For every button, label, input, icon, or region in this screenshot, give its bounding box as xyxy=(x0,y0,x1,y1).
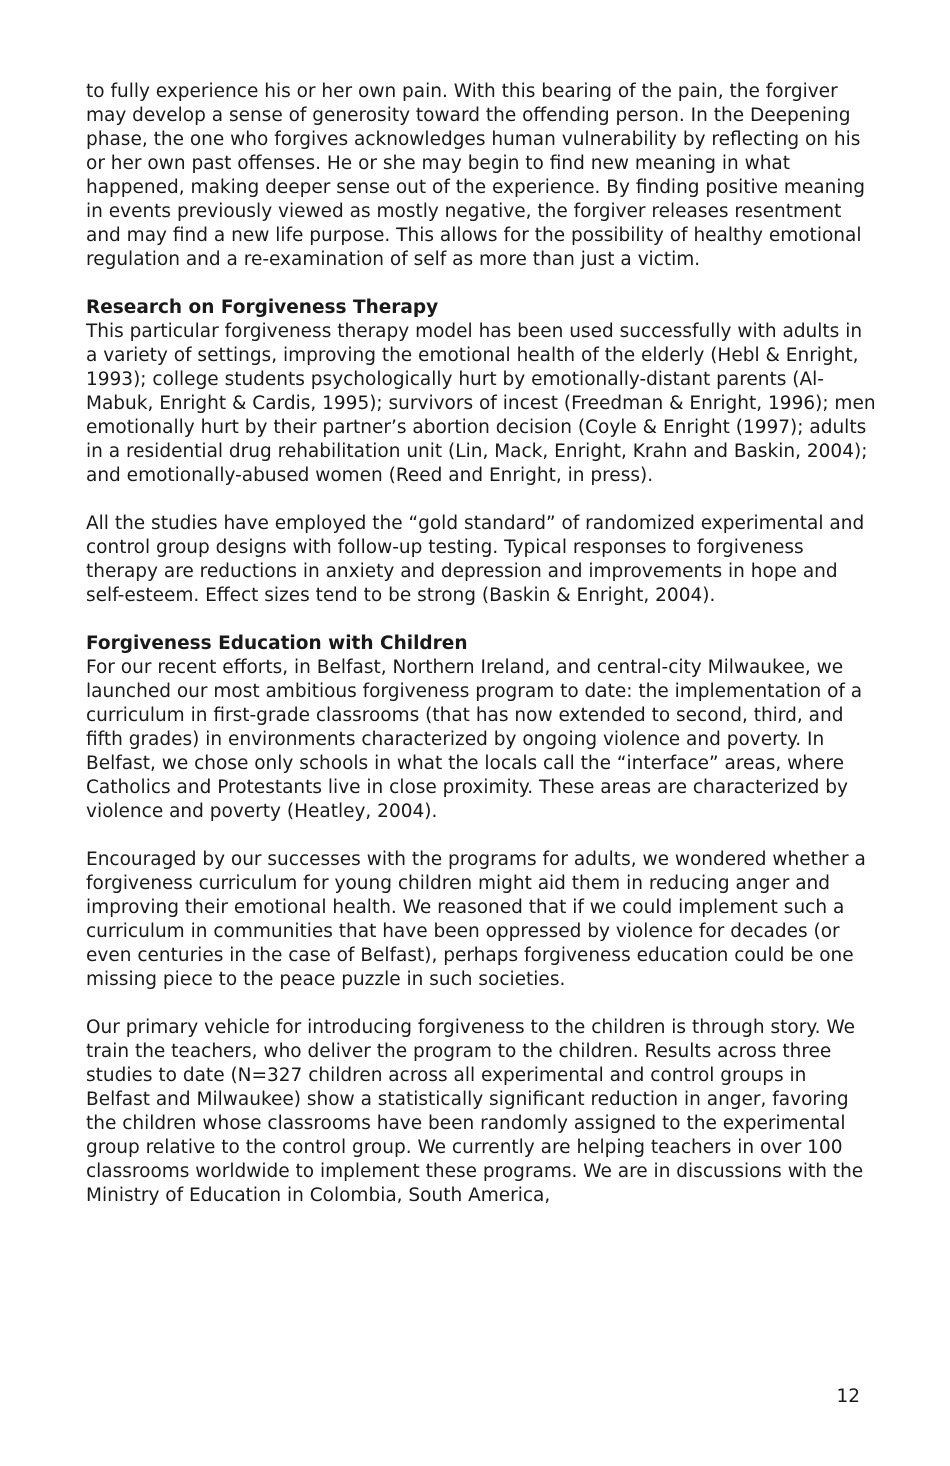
encouraged-paragraph: Encouraged by our successes with the programs for adults, we wondered whether a forgiveness curriculum for young children might aid them in reducing anger and improving their emotional health. We reasoned that if we could implement such a curriculum in communities that have been oppressed by violence for decades (or even centuries in the case of Belfast), perhaps forgiveness education could be one missing piece to the peace puzzle in such societies. xyxy=(86,849,866,990)
children-paragraph: For our recent efforts, in Belfast, Northern Ireland, and central-city Milwaukee, we launched our most ambitious forgiveness program to date: the implementation of a curriculum in first-grade classrooms (that has now extended to second, third, and fifth grades) in environments characterized by ongoing violence and poverty. In Belfast, we chose only schools in what the locals call the “interface” areas, where Catholics and Protestants live in close proximity. These areas are characterized by violence and poverty (Heatley, 2004). xyxy=(86,657,863,822)
page-number: 12 xyxy=(836,1386,860,1407)
studies-paragraph: All the studies have employed the “gold standard” of randomized experimental and control group designs with follow-up testing. Typical responses to forgiveness therapy are reductions in anxiety and depression and improvements in hope and self-esteem. Effect sizes tend to be strong (Baskin & Enright, 2004). xyxy=(86,513,865,606)
children-heading: Forgiveness Education with Children xyxy=(86,633,468,654)
intro-paragraph: to fully experience his or her own pain. With this bearing of the pain, the forgiver may develop a sense of generosity toward the offending person. In the Deepening phase, the one who forgives acknowledges human vulnerability by reflecting on his or her own past offenses. He or she may begin to find new meaning in what happened, making deeper sense out of the experience. By finding positive meaning in events previously viewed as mostly negative, the forgiver releases resentment and may find a new life purpose. This allows for the possibility of healthy emotional regulation and a re-examination of self as more than just a victim. xyxy=(86,81,865,270)
research-heading: Research on Forgiveness Therapy xyxy=(86,297,439,318)
document-page xyxy=(86,80,876,1232)
vehicle-paragraph: Our primary vehicle for introducing forgiveness to the children is through story. We train the teachers, who deliver the program to the children. Results across three studies to date (N=327 children across all experimental and control groups in Belfast and Milwaukee) show a statistically significant reduction in anger, favoring the children whose classrooms have been randomly assigned to the experimental group relative to the control group. We currently are helping teachers in over 100 classrooms worldwide to implement these programs. We are in discussions with the Ministry of Education in Colombia, South America, xyxy=(86,1017,864,1206)
research-paragraph: This particular forgiveness therapy model has been used successfully with adults in a variety of settings, improving the emotional health of the elderly (Hebl & Enright, 1993); college students psychologically hurt by emotionally-distant parents (Al-Mabuk, Enright & Cardis, 1995); survivors of incest (Freedman & Enright, 1996); men emotionally hurt by their partner’s abortion decision (Coyle & Enright (1997); adults in a residential drug rehabilitation unit (Lin, Mack, Enright, Krahn and Baskin, 2004); and emotionally-abused women (Reed and Enright, in press). xyxy=(86,321,876,486)
